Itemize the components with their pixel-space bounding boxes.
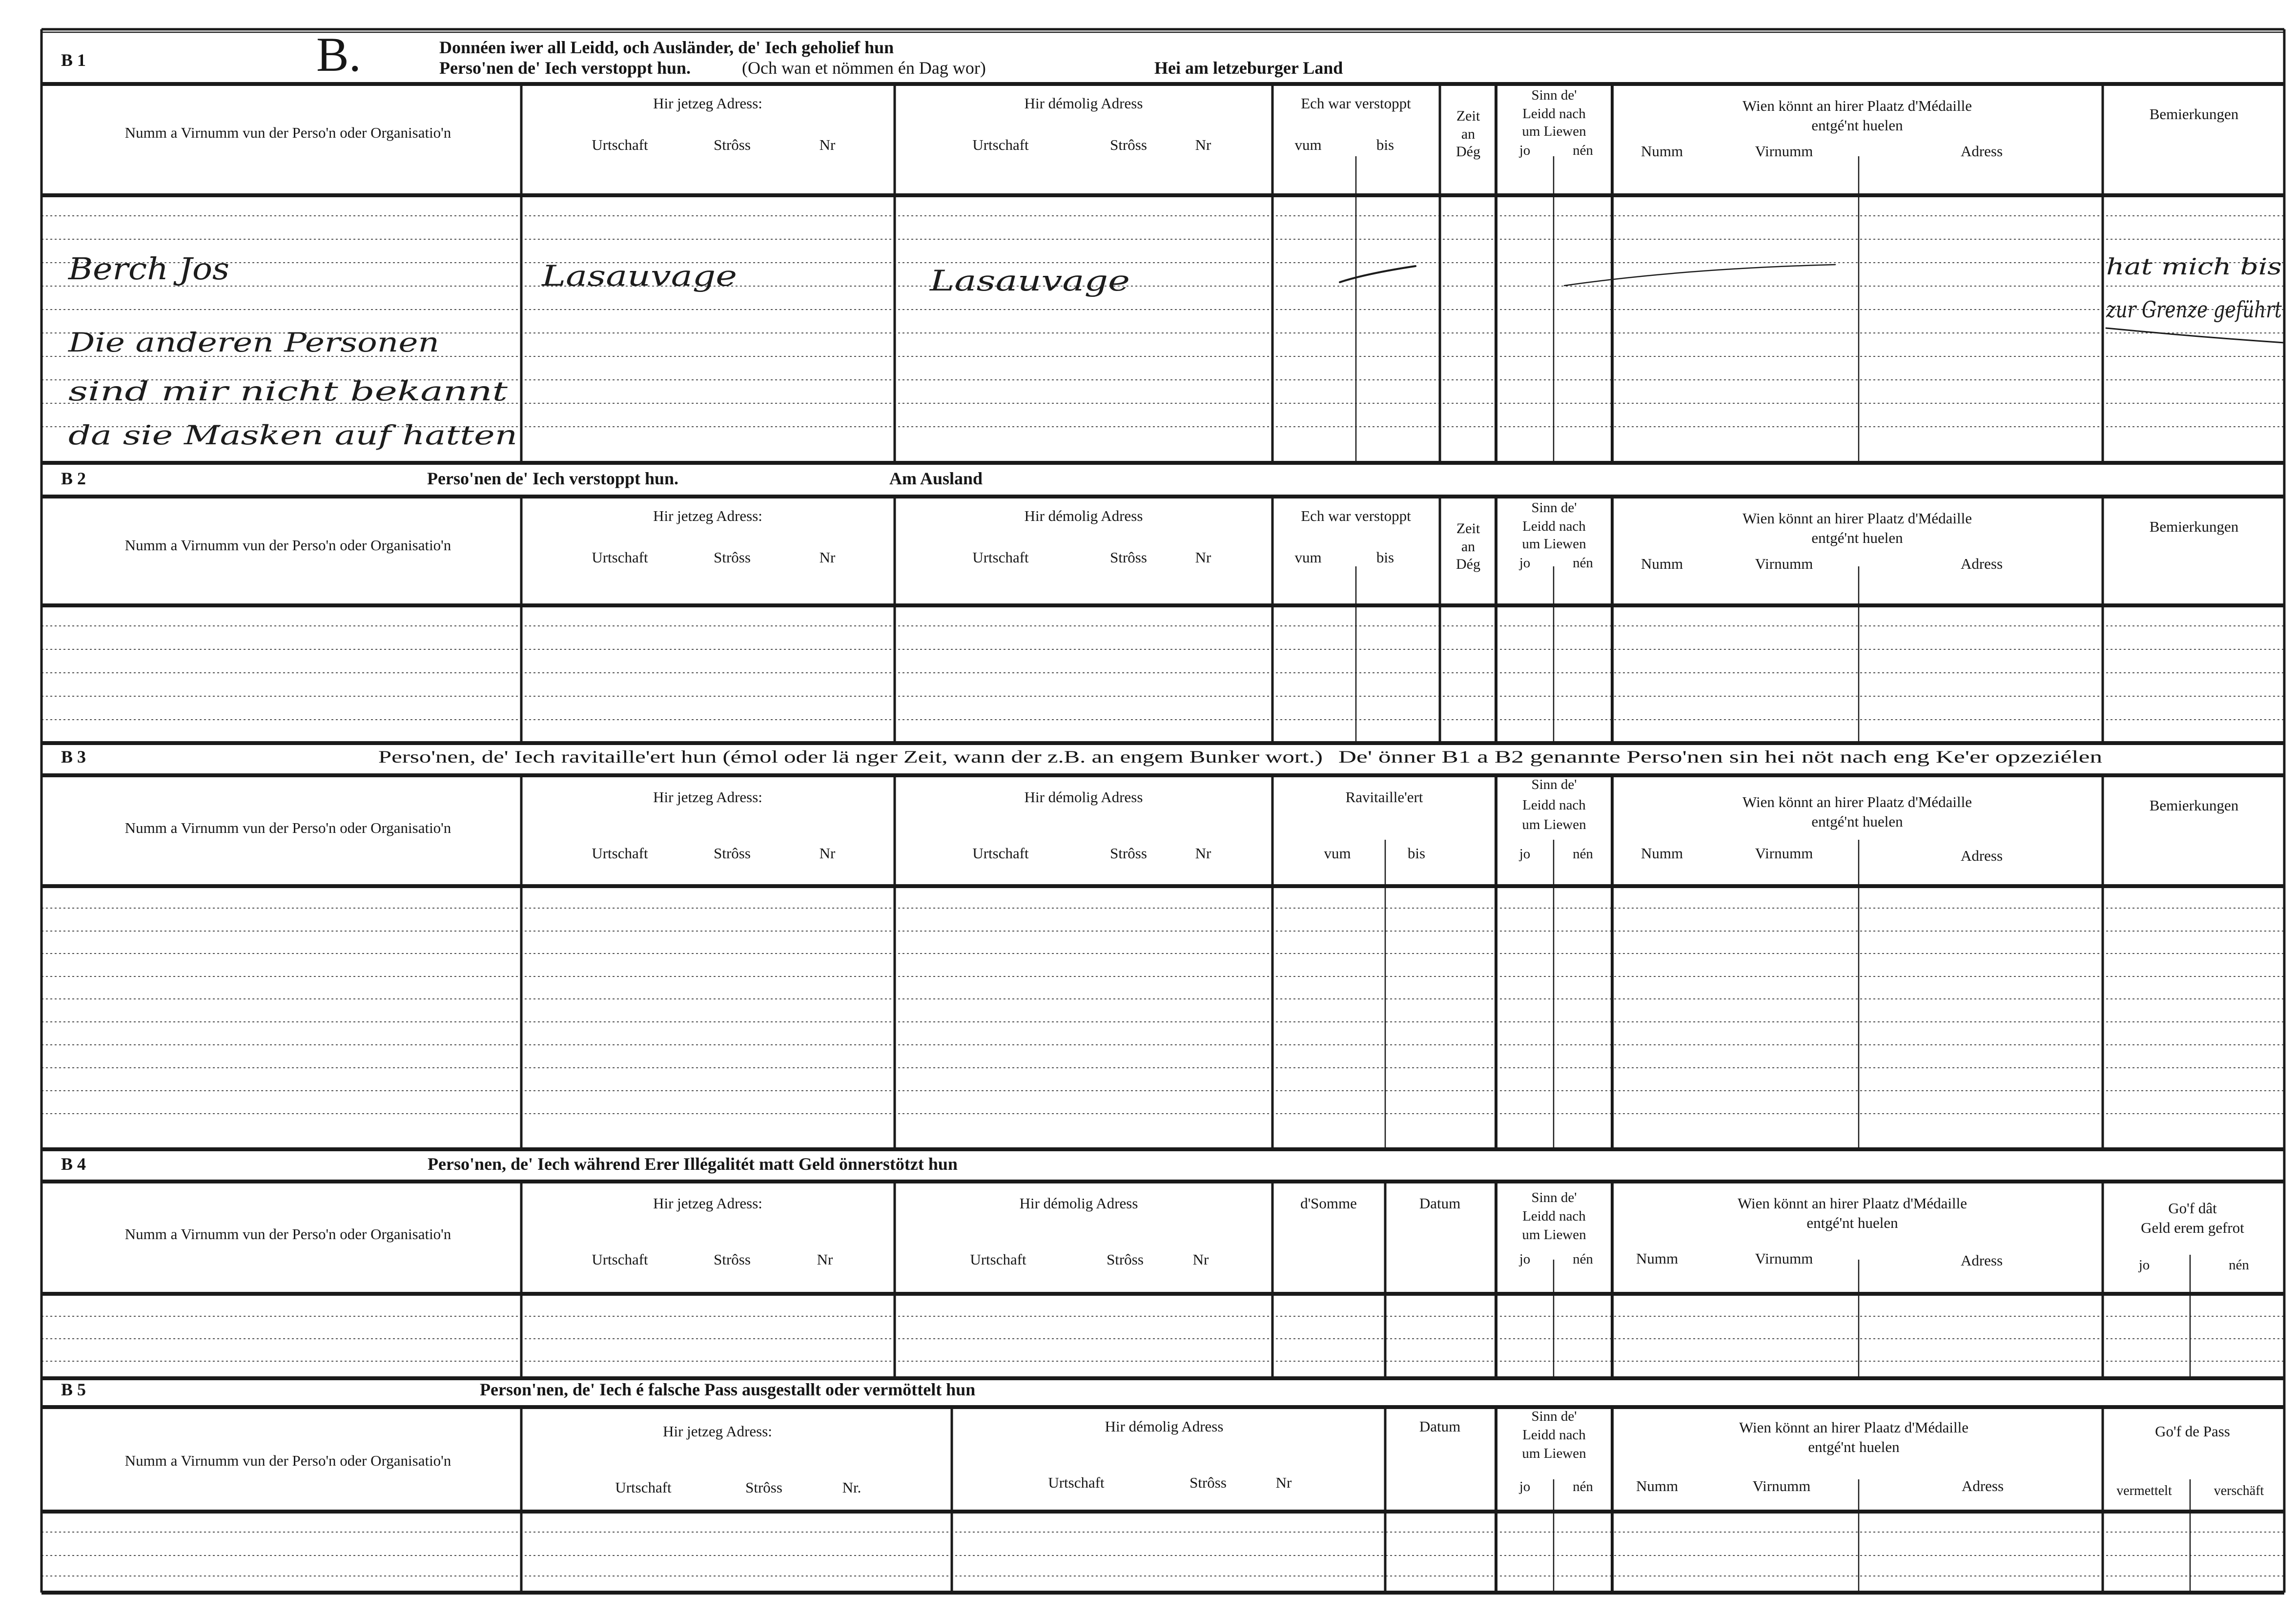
b1-header-virnumm: Virnumm bbox=[1755, 143, 1813, 160]
b5-header-liewen: um Liewen bbox=[1522, 1446, 1586, 1461]
b2-header-jetzeg-adress: Hir jetzeg Adress: bbox=[653, 507, 762, 524]
b1-header-an: an bbox=[1461, 126, 1476, 142]
b4-header-numm: Numm bbox=[1636, 1250, 1679, 1267]
b1-header-liewen: um Liewen bbox=[1522, 124, 1586, 139]
b5-header-nen: nén bbox=[1573, 1479, 1593, 1494]
b5-header-jetzeg-stross: Strôss bbox=[745, 1479, 782, 1496]
b3-header-virnumm: Virnumm bbox=[1755, 845, 1813, 862]
b1-header-demolig-urtschaft: Urtschaft bbox=[972, 136, 1029, 153]
b3-header-demolig-stross: Strôss bbox=[1110, 845, 1147, 862]
b3-header-demolig-urtschaft: Urtschaft bbox=[972, 845, 1029, 862]
b1-header-demolig-adress: Hir démolig Adress bbox=[1024, 95, 1143, 112]
b1-header-wien: Wien könnt an hirer Plaatz d'Médaille bbox=[1742, 97, 1972, 114]
b2-header-jetzeg-nr: Nr bbox=[819, 549, 836, 566]
b4-title: Perso'nen, de' Iech während Erer Illégalitét matt Geld önnerstötzt hun bbox=[428, 1154, 958, 1174]
b4-header-adress: Adress bbox=[1960, 1252, 2003, 1269]
b1-header-jetzeg-urtschaft: Urtschaft bbox=[592, 136, 648, 153]
b1-header-deg: Dég bbox=[1456, 144, 1480, 160]
b3-title-b: De' önner B1 a B2 genannte Perso'nen sin hei nöt nach eng Ke'er opzeziélen bbox=[1338, 747, 2102, 767]
b5-header-demolig-stross: Strôss bbox=[1189, 1474, 1227, 1491]
b1-header-adress: Adress bbox=[1960, 143, 2003, 160]
b2-header-jetzeg-stross: Strôss bbox=[714, 549, 751, 566]
b2-header-leidd: Leidd nach bbox=[1522, 519, 1586, 534]
b5-title: Person'nen, de' Iech é falsche Pass ausgestallt oder vermöttelt hun bbox=[480, 1380, 976, 1399]
b4-header-demolig-adress: Hir démolig Adress bbox=[1019, 1195, 1138, 1212]
b2-label: B 2 bbox=[61, 469, 86, 488]
hw-bemierkungen-line2: zur Grenze geführt bbox=[2106, 296, 2282, 323]
hw-jetzeg-adress: Lasauvage bbox=[541, 259, 737, 292]
b5-header-adress: Adress bbox=[1961, 1477, 2004, 1494]
b5-header-demolig-adress: Hir démolig Adress bbox=[1105, 1418, 1224, 1435]
b2-header-demolig-adress: Hir démolig Adress bbox=[1024, 507, 1143, 524]
b1-title-line1: Donnéen iwer all Leidd, och Ausländer, de' Iech geholief hun bbox=[439, 38, 894, 57]
b4-header-gof: Go'f dât bbox=[2168, 1200, 2217, 1217]
b3-title: Perso'nen, de' Iech ravitaille'ert hun (émol oder lä nger Zeit, wann der z.B. an engem Bunker wort.) bbox=[378, 747, 1323, 767]
b3-header-vum: vum bbox=[1324, 845, 1351, 862]
b1-title-line2c: Hei am letzeburger Land bbox=[1154, 58, 1343, 78]
b4-header-entgent: entgé'nt huelen bbox=[1806, 1214, 1898, 1231]
b5-header-demolig-nr: Nr bbox=[1275, 1474, 1292, 1491]
b5-header-jetzeg-adress: Hir jetzeg Adress: bbox=[663, 1423, 772, 1440]
hw-name-line1: Berch Jos bbox=[67, 251, 229, 287]
b1-header-jetzeg-adress: Hir jetzeg Adress: bbox=[653, 95, 762, 112]
b2-header-demolig-stross: Strôss bbox=[1110, 549, 1147, 566]
b2-header-vum: vum bbox=[1294, 549, 1322, 566]
b3-header-liewen: um Liewen bbox=[1522, 817, 1586, 832]
b4-label: B 4 bbox=[61, 1154, 86, 1174]
b3-header-demolig-adress: Hir démolig Adress bbox=[1024, 788, 1143, 806]
section-letter: B. bbox=[316, 27, 361, 82]
b2-header-liewen: um Liewen bbox=[1522, 536, 1586, 552]
b2-header-bemierkungen: Bemierkungen bbox=[2149, 518, 2239, 535]
b1-header-jetzeg-stross: Strôss bbox=[714, 136, 751, 153]
b3-header-name: Numm a Virnumm vun der Perso'n oder Organisatio'n bbox=[124, 819, 451, 836]
b4-header-demolig-nr: Nr bbox=[1192, 1251, 1209, 1268]
b4-header-jetzeg-urtschaft: Urtschaft bbox=[592, 1251, 648, 1268]
b4-header-datum: Datum bbox=[1419, 1195, 1461, 1212]
b3-header-jetzeg-stross: Strôss bbox=[714, 845, 751, 862]
b4-header-demolig-urtschaft: Urtschaft bbox=[970, 1251, 1026, 1268]
b5-header-leidd: Leidd nach bbox=[1522, 1427, 1586, 1443]
b5-header-numm: Numm bbox=[1636, 1477, 1679, 1494]
b3-header-leidd: Leidd nach bbox=[1522, 797, 1586, 813]
b3-header-bis: bis bbox=[1407, 845, 1426, 862]
b1-header-verstoppt: Ech war verstoppt bbox=[1301, 95, 1411, 112]
b3-header-demolig-nr: Nr bbox=[1195, 845, 1211, 862]
b3-header-jetzeg-nr: Nr bbox=[819, 845, 836, 862]
b1-header-numm: Numm bbox=[1640, 143, 1683, 160]
hw-name-line3: sind mir nicht bekannt bbox=[68, 376, 508, 407]
b4-header-jetzeg-nr: Nr bbox=[817, 1251, 833, 1268]
b3-header-sinn: Sinn de' bbox=[1531, 777, 1577, 792]
b4-header-virnumm: Virnumm bbox=[1755, 1250, 1813, 1267]
b3-header-jetzeg-urtschaft: Urtschaft bbox=[592, 845, 648, 862]
b1-title-line2b: (Och wan et nömmen én Dag wor) bbox=[742, 58, 986, 78]
b3-header-ravitailleert: Ravitaille'ert bbox=[1345, 788, 1423, 806]
b2-header-demolig-nr: Nr bbox=[1195, 549, 1211, 566]
b4-header-jetzeg-stross: Strôss bbox=[714, 1251, 751, 1268]
b2-header-adress: Adress bbox=[1960, 555, 2003, 572]
b4-header-jetzeg-adress: Hir jetzeg Adress: bbox=[653, 1195, 762, 1212]
b5-label: B 5 bbox=[61, 1380, 86, 1399]
b2-header-bis: bis bbox=[1376, 549, 1394, 566]
b1-header-leidd: Leidd nach bbox=[1522, 106, 1586, 122]
b4-header-wien: Wien könnt an hirer Plaatz d'Médaille bbox=[1737, 1195, 1968, 1212]
b1-header-jo: jo bbox=[1519, 143, 1531, 158]
b2-header-an: an bbox=[1461, 539, 1476, 555]
b2-header-entgent: entgé'nt huelen bbox=[1811, 529, 1903, 546]
b5-header-vermettelt: vermettelt bbox=[2116, 1483, 2172, 1498]
b2-title-b: Am Ausland bbox=[889, 469, 983, 488]
b2-header-verstoppt: Ech war verstoppt bbox=[1301, 507, 1411, 524]
hw-name-line4: da sie Masken auf hatten bbox=[68, 420, 517, 451]
hw-name-line2: Die anderen Personen bbox=[67, 327, 439, 358]
b3-label: B 3 bbox=[61, 747, 86, 767]
b4-header-name: Numm a Virnumm vun der Perso'n oder Organisatio'n bbox=[124, 1225, 451, 1243]
b3-header-entgent: entgé'nt huelen bbox=[1811, 813, 1903, 830]
b4-header-sinn: Sinn de' bbox=[1531, 1190, 1577, 1205]
b3-header-nen: nén bbox=[1573, 846, 1593, 862]
b4-header-leidd: Leidd nach bbox=[1522, 1208, 1586, 1224]
b4-header-liewen: um Liewen bbox=[1522, 1227, 1586, 1243]
b5-header-sinn: Sinn de' bbox=[1531, 1409, 1577, 1424]
hw-bemierkungen-line1: hat mich bis bbox=[2106, 253, 2282, 280]
b5-header-entgent: entgé'nt huelen bbox=[1808, 1438, 1900, 1455]
b1-header-demolig-nr: Nr bbox=[1195, 136, 1211, 153]
b5-header-jetzeg-urtschaft: Urtschaft bbox=[615, 1479, 672, 1496]
b4-header-somme: d'Somme bbox=[1300, 1195, 1357, 1212]
b5-header-wien: Wien könnt an hirer Plaatz d'Médaille bbox=[1739, 1419, 1969, 1436]
b2-header-jo: jo bbox=[1519, 555, 1531, 571]
b1-header-name: Numm a Virnumm vun der Perso'n oder Organisatio'n bbox=[124, 124, 451, 141]
b1-label: B 1 bbox=[61, 50, 86, 70]
b5-header-verschaft: verschäft bbox=[2214, 1483, 2264, 1498]
b2-header-nen: nén bbox=[1573, 555, 1593, 571]
b3-header-bemierkungen: Bemierkungen bbox=[2149, 797, 2239, 814]
b4-header-demolig-stross: Strôss bbox=[1107, 1251, 1144, 1268]
b5-header-jo: jo bbox=[1519, 1479, 1531, 1494]
b1-header-sinn: Sinn de' bbox=[1531, 87, 1577, 103]
b4-header-geld-erem: Geld erem gefrot bbox=[2141, 1219, 2244, 1236]
b5-header-virnumm: Virnumm bbox=[1752, 1477, 1811, 1494]
b1-header-bemierkungen: Bemierkungen bbox=[2149, 105, 2239, 123]
b1-header-bis: bis bbox=[1376, 136, 1394, 153]
b4-header-nen: nén bbox=[1573, 1251, 1593, 1267]
b2-header-wien: Wien könnt an hirer Plaatz d'Médaille bbox=[1742, 510, 1972, 527]
b1-header-nen: nén bbox=[1573, 143, 1593, 158]
b5-header-jetzeg-nr: Nr. bbox=[842, 1479, 861, 1496]
b4-header-jo: jo bbox=[1519, 1251, 1531, 1267]
b5-header-gof-pass: Go'f de Pass bbox=[2155, 1423, 2230, 1440]
b1-header-vum: vum bbox=[1294, 136, 1322, 153]
b2-header-jetzeg-urtschaft: Urtschaft bbox=[592, 549, 648, 566]
b1-header-entgent: entgé'nt huelen bbox=[1811, 117, 1903, 134]
b3-header-numm: Numm bbox=[1640, 845, 1683, 862]
b5-header-name: Numm a Virnumm vun der Perso'n oder Organisatio'n bbox=[124, 1452, 451, 1469]
b1-title-line2: Perso'nen de' Iech verstoppt hun. bbox=[439, 58, 691, 78]
b2-header-zeit: Zeit bbox=[1456, 520, 1480, 537]
b2-header-sinn: Sinn de' bbox=[1531, 500, 1577, 516]
hw-demolig-adress: Lasauvage bbox=[929, 264, 1130, 297]
b3-header-wien: Wien könnt an hirer Plaatz d'Médaille bbox=[1742, 793, 1972, 810]
b3-header-jetzeg-adress: Hir jetzeg Adress: bbox=[653, 788, 762, 806]
b3-header-adress: Adress bbox=[1960, 847, 2003, 864]
b4-header-gof-jo: jo bbox=[2138, 1257, 2150, 1273]
b1-header-zeit: Zeit bbox=[1456, 108, 1480, 124]
b3-header-jo: jo bbox=[1519, 846, 1531, 862]
b1-header-jetzeg-nr: Nr bbox=[819, 136, 836, 153]
b1-header-demolig-stross: Strôss bbox=[1110, 136, 1147, 153]
b5-header-datum: Datum bbox=[1419, 1418, 1461, 1435]
b2-header-numm: Numm bbox=[1640, 555, 1683, 572]
b5-header-demolig-urtschaft: Urtschaft bbox=[1048, 1474, 1105, 1491]
b2-header-name: Numm a Virnumm vun der Perso'n oder Organisatio'n bbox=[124, 537, 451, 554]
b2-title: Perso'nen de' Iech verstoppt hun. bbox=[427, 469, 679, 488]
b2-header-virnumm: Virnumm bbox=[1755, 555, 1813, 572]
b2-header-demolig-urtschaft: Urtschaft bbox=[972, 549, 1029, 566]
b4-header-gof-nen: nén bbox=[2229, 1257, 2249, 1273]
b2-header-deg: Dég bbox=[1456, 556, 1480, 572]
